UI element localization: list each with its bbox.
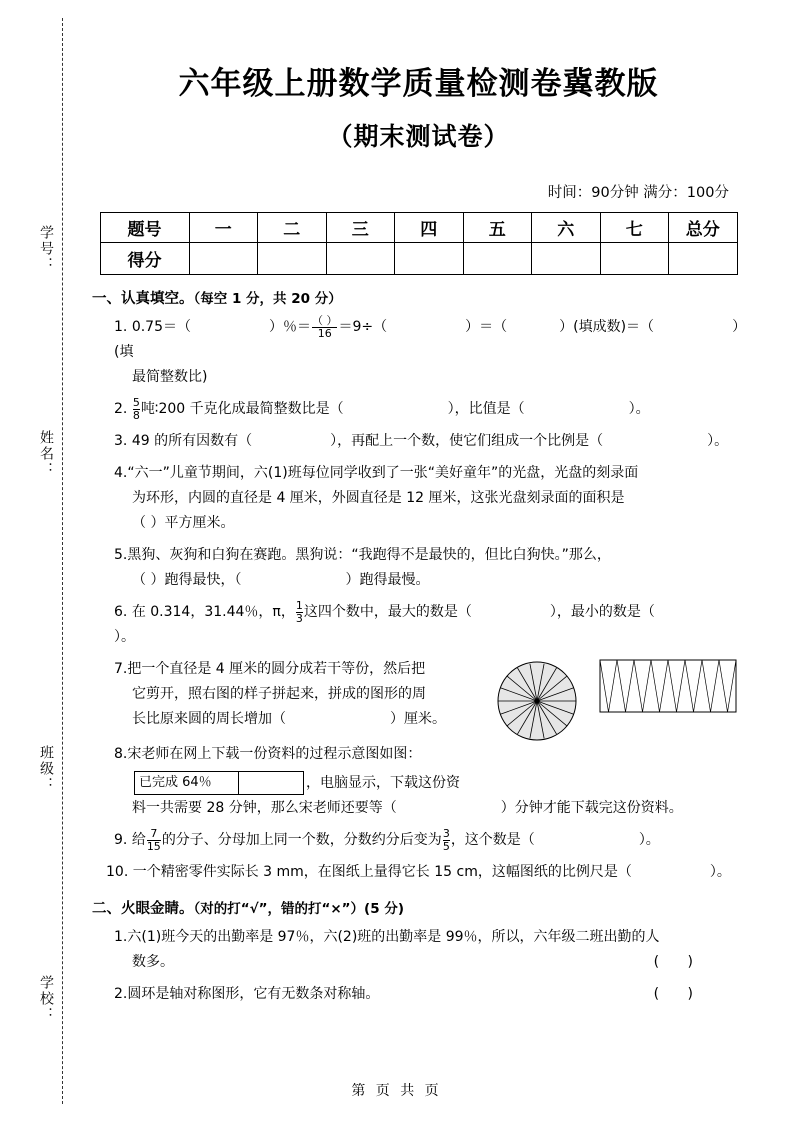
q7-line-3b: ）厘米。 (390, 711, 446, 727)
section-1-heading (92, 287, 745, 308)
score-cell-4[interactable] (395, 243, 464, 275)
score-table-col-4: 四 (395, 213, 464, 243)
q9-f2-den: 5 (442, 840, 450, 853)
question-1-3 (92, 429, 745, 454)
score-cell-total[interactable] (669, 243, 738, 275)
q2-c: ）。 (628, 401, 650, 417)
left-dashed-rule (62, 18, 63, 1104)
q8-progress-row (114, 771, 745, 796)
q8-num: 8. (114, 746, 128, 762)
section-2-heading (92, 897, 745, 918)
q6-b: 这四个数中，最大的数是（ (303, 604, 472, 620)
q2-fraction (133, 397, 140, 422)
q1-f: ）(填 (114, 319, 740, 360)
question-1-8 (92, 742, 745, 821)
q10-b: ）。 (709, 864, 731, 880)
score-table-col-5: 五 (463, 213, 532, 243)
q2-num: 2. (114, 401, 128, 417)
q5-line-2a: （ ）跑得最快，（ (132, 572, 242, 588)
q8-line-1: 宋老师在网上下载一份资料的过程示意图如图： (127, 746, 422, 762)
side-label-class: 班级： (38, 745, 54, 793)
q2-1-num: 1. (114, 929, 128, 945)
question-2-1 (92, 925, 745, 975)
q8-line-3a: 料一共需要 28 分钟，那么宋老师还要等（ (132, 800, 397, 816)
q2-2-num: 2. (114, 986, 128, 1002)
score-table-col-7: 七 (600, 213, 669, 243)
score-table-col-3: 三 (326, 213, 395, 243)
score-table-col-6: 六 (532, 213, 601, 243)
question-1-9 (92, 828, 745, 853)
page-subtitle: （期末测试卷） (327, 122, 510, 151)
score-cell-7[interactable] (600, 243, 669, 275)
q9-b: 的分子、分母加上同一个数，分数约分后变为 (161, 832, 442, 848)
q1-g: 最简整数比) (132, 369, 208, 385)
q4-line-1: “六一”儿童节期间，六(1)班每位同学收到了一张“美好童年”的光盘，光盘的刻录面 (127, 465, 639, 481)
page-footer: 第 页 共 页 (351, 1083, 442, 1099)
question-1-7 (92, 657, 745, 735)
q2-2-answer-bracket[interactable]: ( ) (653, 986, 705, 1002)
divided-circle-figure (495, 659, 579, 743)
q6-frac-num: 1 (295, 599, 303, 612)
q1-a: 0.75＝（ (131, 319, 191, 335)
question-1-6 (92, 600, 745, 650)
q2-frac-den: 8 (132, 409, 140, 422)
section-2-note: （对的打“√”，错的打“×”）(5 分) (193, 901, 404, 917)
q10-num: 10. (106, 864, 129, 880)
q8-line-3-wrap (114, 796, 745, 821)
question-1-2 (92, 397, 745, 422)
score-table-value-row (100, 243, 737, 275)
q1-num: 1. (114, 319, 128, 335)
rearranged-rectangle-figure (599, 659, 737, 713)
q7-num: 7. (114, 661, 128, 677)
q9-fraction-2 (443, 828, 450, 853)
q1-fraction (312, 315, 338, 340)
q9-d: ）。 (638, 832, 660, 848)
q5-line-2b: ）跑得最慢。 (345, 572, 430, 588)
download-progress-label: 已完成 64％ (135, 772, 239, 794)
q3-num: 3. (114, 433, 128, 449)
q9-a: 给 (131, 832, 146, 848)
q5-line-2-wrap (114, 568, 745, 593)
page-title: 六年级上册数学质量检测卷冀教版 (178, 66, 659, 102)
q8-line-3b: ）分钟才能下载完这份资料。 (500, 800, 683, 816)
q2-1-line-2: 数多。 (132, 954, 174, 970)
score-cell-1[interactable] (189, 243, 258, 275)
q8-line-2-tail: ，电脑显示，下载这份资 (306, 775, 460, 791)
q1-b: ）％＝ (268, 319, 311, 335)
q7-line-1: 把一个直径是 4 厘米的圆分成若干等份，然后把 (127, 661, 426, 677)
score-cell-5[interactable] (463, 243, 532, 275)
q1-line-2 (114, 365, 745, 390)
side-label-name: 姓名： (38, 430, 54, 478)
q9-f1-den: 15 (146, 840, 161, 853)
q7-line-2: 它剪开，照右图的样子拼起来，拼成的图形的周 (132, 686, 426, 702)
q1-c: ＝9÷（ (338, 319, 388, 335)
score-table-header-row (100, 213, 737, 243)
q3-b: ），再配上一个数，使它们组成一个比例是（ (330, 433, 604, 449)
score-table (100, 212, 738, 275)
q2-1-line-1: 六(1)班今天的出勤率是 97％，六(2)班的出勤率是 99％，所以，六年级二班出勤的人 (127, 929, 660, 945)
score-table-col-1: 一 (189, 213, 258, 243)
side-label-group (22, 0, 56, 1122)
score-table-row-label-1: 题号 (100, 213, 189, 243)
q5-line-1: 黑狗、灰狗和白狗在赛跑。黑狗说：“我跑得不是最快的，但比白狗快。”那么， (127, 547, 611, 563)
download-progress-bar (134, 771, 304, 795)
q9-f1-num: 7 (150, 827, 158, 840)
score-cell-6[interactable] (532, 243, 601, 275)
section-1-note: （每空 1 分，共 20 分） (193, 291, 342, 307)
question-7-figures (495, 659, 737, 743)
side-label-school: 学校： (38, 975, 54, 1023)
q4-line-3: （ ）平方厘米。 (132, 515, 235, 531)
q4-line-3-wrap (114, 511, 745, 536)
q6-fraction (296, 600, 303, 625)
q1-e: ）(填成数)＝（ (559, 319, 655, 335)
q4-line-2: 为环形，内圆的直径是 4 厘米，外圆直径是 12 厘米，这张光盘刻录面的面积是 (132, 490, 625, 506)
question-1-4 (92, 461, 745, 536)
q2-2-line-1: 圆环是轴对称图形，它有无数条对称轴。 (127, 986, 380, 1002)
q2-b: ），比值是（ (447, 401, 525, 417)
question-1-5 (92, 543, 745, 593)
q3-a: 49 的所有因数有（ (131, 433, 253, 449)
score-table-col-total: 总分 (669, 213, 738, 243)
q9-c: ，这个数是（ (450, 832, 535, 848)
exam-meta: 时间：90分钟 满分：100分 (547, 185, 729, 201)
q7-line-3a: 长比原来圆的周长增加（ (132, 711, 286, 727)
q9-num: 9. (114, 832, 128, 848)
q9-f2-num: 3 (442, 827, 450, 840)
q6-c: ），最小的数是（ (549, 604, 655, 620)
exam-content (92, 40, 745, 1007)
q4-num: 4. (114, 465, 128, 481)
score-cell-3[interactable] (326, 243, 395, 275)
q6-num: 6. (114, 604, 128, 620)
q1-frac-num: （ ） (311, 314, 338, 327)
section-2-title: 二、火眼金睛。 (92, 901, 194, 917)
side-label-student-id: 学号： (38, 225, 54, 273)
score-table-col-2: 二 (258, 213, 327, 243)
question-1-10 (92, 860, 745, 885)
section-1-title: 一、认真填空。 (92, 291, 194, 307)
q6-a: 在 0.314，31.44％，π， (131, 604, 295, 620)
q2-frac-num: 5 (132, 396, 140, 409)
q10-a: 一个精密零件实际长 3 mm，在图纸上量得它长 15 cm，这幅图纸的比例尺是（ (132, 864, 632, 880)
q2-1-line-2-wrap (114, 950, 745, 975)
q2-a: 吨∶200 千克化成最简整数比是（ (140, 401, 344, 417)
question-2-2 (92, 982, 745, 1007)
q1-d: ）＝（ (465, 319, 508, 335)
q2-1-answer-bracket[interactable]: ( ) (653, 954, 705, 970)
q4-line-2-wrap (114, 486, 745, 511)
q5-num: 5. (114, 547, 128, 563)
question-1-1 (92, 315, 745, 390)
q6-frac-den: 3 (295, 612, 303, 625)
score-cell-2[interactable] (258, 243, 327, 275)
q6-d: ）。 (114, 629, 135, 645)
score-table-row-label-2: 得分 (100, 243, 189, 275)
q9-fraction-1 (147, 828, 161, 853)
q1-frac-den: 16 (312, 327, 338, 340)
q3-c: ）。 (707, 433, 729, 449)
